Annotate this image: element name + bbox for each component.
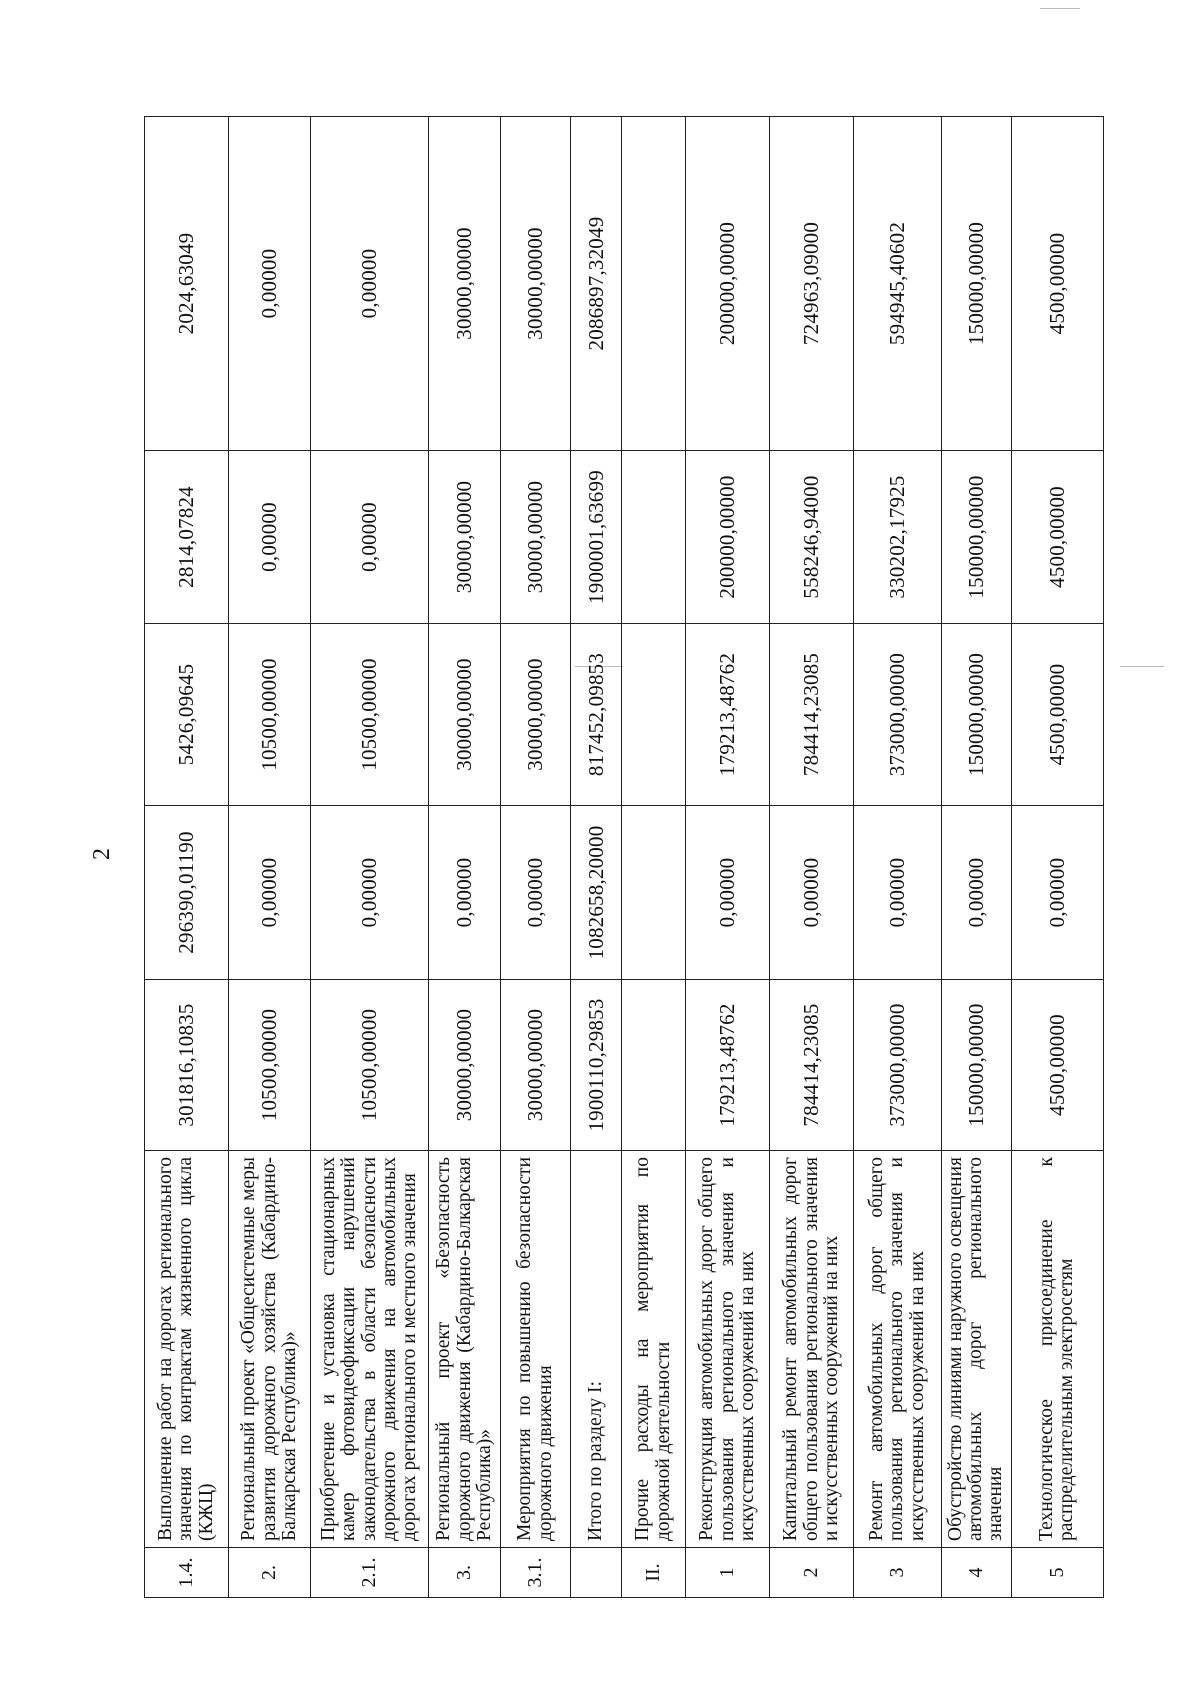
value-cell: 330202,17925: [854, 451, 941, 624]
value-cell: 4500,00000: [1011, 117, 1103, 451]
value-cell: 30000,00000: [501, 451, 571, 624]
row-name: Выполнение работ на дорогах регионального значения по контрактам жизненного цикла (КЖЦ): [145, 1151, 229, 1548]
value-cell: 0,00000: [429, 806, 501, 980]
row-name: Обустройство линиями наружного освещения автомобильных дорог регионального значения: [941, 1151, 1011, 1548]
row-name: Региональный проект «Безопасность дорожного движения (Кабардино-Балкарская Республика)»: [429, 1151, 501, 1548]
value-cell: 0,00000: [686, 806, 770, 980]
value-cell: 4500,00000: [1011, 451, 1103, 624]
value-cell: 784414,23085: [770, 624, 854, 806]
page-number: 2: [89, 848, 115, 860]
row-name: Реконструкция автомобильных дорог общего пользования регионального значения и искусственных сооружений на них: [686, 1151, 770, 1548]
value-cell: 1900001,63699: [571, 451, 622, 624]
value-cell: [622, 806, 686, 980]
table-row: [429, 117, 501, 1598]
table-row: [311, 117, 429, 1598]
row-code: 2.1.: [311, 1548, 429, 1598]
value-cell: 150000,00000: [941, 980, 1011, 1151]
row-code: 3: [854, 1548, 941, 1598]
value-cell: 0,00000: [1011, 806, 1103, 980]
value-cell: 150000,00000: [941, 624, 1011, 806]
value-cell: 150000,00000: [941, 117, 1011, 451]
value-cell: 30000,00000: [501, 117, 571, 451]
value-cell: 5426,09645: [145, 624, 229, 806]
value-cell: 10500,00000: [311, 624, 429, 806]
value-cell: 4500,00000: [1011, 980, 1103, 1151]
table-row: [941, 117, 1011, 1598]
value-cell: 2086897,32049: [571, 117, 622, 451]
row-name: Приобретение и установка стационарных камер фотовидеофиксации нарушений законодательства в области безопасности дорожного движения на автомобильных дорогах регионального и местного значения: [311, 1151, 429, 1548]
value-cell: 30000,00000: [501, 980, 571, 1151]
row-code: II.: [622, 1548, 686, 1598]
row-code: 1.4.: [145, 1548, 229, 1598]
value-cell: 179213,48762: [686, 624, 770, 806]
value-cell: 594945,40602: [854, 117, 941, 451]
value-cell: 10500,00000: [229, 980, 311, 1151]
value-cell: 784414,23085: [770, 980, 854, 1151]
scan-artifact: [1120, 666, 1164, 667]
value-cell: 558246,94000: [770, 451, 854, 624]
row-code: 2: [770, 1548, 854, 1598]
row-code: 5: [1011, 1548, 1103, 1598]
value-cell: 0,00000: [229, 451, 311, 624]
value-cell: 1082658,20000: [571, 806, 622, 980]
value-cell: 10500,00000: [229, 624, 311, 806]
value-cell: 1900110,29853: [571, 980, 622, 1151]
value-cell: 179213,48762: [686, 980, 770, 1151]
value-cell: 0,00000: [311, 117, 429, 451]
table-row: [770, 117, 854, 1598]
row-name: Итого по разделу I:: [571, 1151, 622, 1548]
value-cell: 2814,07824: [145, 451, 229, 624]
value-cell: 0,00000: [311, 451, 429, 624]
value-cell: 0,00000: [941, 806, 1011, 980]
row-code: [571, 1548, 622, 1598]
value-cell: 10500,00000: [311, 980, 429, 1151]
value-cell: 0,00000: [229, 806, 311, 980]
value-cell: 150000,00000: [941, 451, 1011, 624]
value-cell: [622, 980, 686, 1151]
value-cell: 817452,09853: [571, 624, 622, 806]
table-row: [854, 117, 941, 1598]
value-cell: 30000,00000: [501, 624, 571, 806]
value-cell: 0,00000: [770, 806, 854, 980]
row-code: 1: [686, 1548, 770, 1598]
table-row: [571, 117, 622, 1598]
table-row: [686, 117, 770, 1598]
value-cell: 0,00000: [229, 117, 311, 451]
budget-table: [144, 116, 1104, 1598]
value-cell: 30000,00000: [429, 117, 501, 451]
row-name: Технологическое присоединение к распределительным электросетям: [1011, 1151, 1103, 1548]
row-name: Региональный проект «Общесистемные меры развития дорожного хозяйства (Кабардино-Балкарская Республика)»: [229, 1151, 311, 1548]
value-cell: 4500,00000: [1011, 624, 1103, 806]
value-cell: 30000,00000: [429, 980, 501, 1151]
value-cell: 724963,09000: [770, 117, 854, 451]
value-cell: [622, 451, 686, 624]
budget-table-container: [144, 117, 1104, 1598]
table-row: [145, 117, 229, 1598]
value-cell: 200000,00000: [686, 117, 770, 451]
table-row: [1011, 117, 1103, 1598]
row-code: 3.: [429, 1548, 501, 1598]
value-cell: 301816,10835: [145, 980, 229, 1151]
value-cell: 0,00000: [501, 806, 571, 980]
value-cell: 30000,00000: [429, 451, 501, 624]
table-row: [229, 117, 311, 1598]
value-cell: 30000,00000: [429, 624, 501, 806]
scan-artifact: [1040, 8, 1080, 9]
table-row: [622, 117, 686, 1598]
row-name: Ремонт автомобильных дорог общего пользования регионального значения и искусственных сооружений на них: [854, 1151, 941, 1548]
row-name: Прочие расходы на мероприятия по дорожной деятельности: [622, 1151, 686, 1548]
row-code: 2.: [229, 1548, 311, 1598]
row-code: 3.1.: [501, 1548, 571, 1598]
value-cell: 0,00000: [311, 806, 429, 980]
value-cell: 0,00000: [854, 806, 941, 980]
value-cell: 296390,01190: [145, 806, 229, 980]
value-cell: 2024,63049: [145, 117, 229, 451]
value-cell: [622, 624, 686, 806]
row-name: Мероприятия по повышению безопасности дорожного движения: [501, 1151, 571, 1548]
row-code: 4: [941, 1548, 1011, 1598]
table-row: [501, 117, 571, 1598]
value-cell: [622, 117, 686, 451]
value-cell: 373000,00000: [854, 980, 941, 1151]
value-cell: 373000,00000: [854, 624, 941, 806]
value-cell: 200000,00000: [686, 451, 770, 624]
row-name: Капитальный ремонт автомобильных дорог общего пользования регионального значения и искусственных сооружений на них: [770, 1151, 854, 1548]
